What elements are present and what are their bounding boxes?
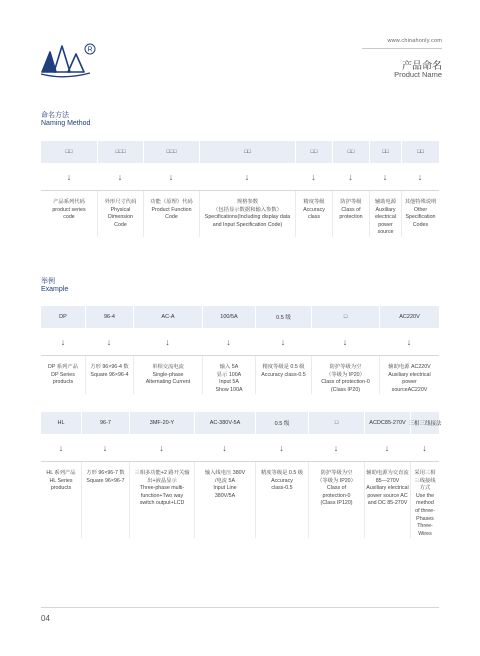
naming-method-heading-cn: 命名方法	[41, 112, 69, 119]
example-description: 单相交流电流 Single-phase Alternating Current	[133, 356, 202, 394]
example-code: 三相三线接法	[410, 412, 439, 434]
down-arrow-icon: ↓	[129, 434, 194, 462]
example-description: DP 系列产品 DP Series products	[48, 364, 78, 386]
down-arrow-icon: ↓	[255, 434, 308, 462]
down-arrow-icon: ↓	[81, 434, 129, 462]
example-description: 辅助电源 AC220V Auxiliary electrical power sourceAC220V	[379, 356, 439, 394]
brand-logo	[40, 40, 96, 80]
example-code: ACDC85-270V	[364, 412, 410, 434]
page-title: 产品命名	[402, 61, 442, 72]
example-description: 辅助电源为交直流 85—270V Auxiliary electrical power source AC and DC 85-270V	[364, 462, 410, 538]
down-arrow-icon: ↓	[369, 163, 401, 191]
down-arrow-icon: ↓	[364, 434, 410, 462]
example-table-1	[41, 306, 439, 394]
code-placeholder: □□	[295, 141, 332, 163]
example-description: 防护等级为空 （等级为 IP20） Class of protection-0 (Class IP20)	[311, 356, 379, 394]
example-description: HL 系列产品 HL Series products	[46, 470, 76, 492]
example-code: AC-380V-5A	[194, 412, 255, 434]
field-description: 规格参数 （包括显示数据和输入参数） Specifications(Including display data and Input Specification Code)	[199, 191, 295, 237]
example-description: 采用三相三线接线 方式 Use the method of three-Phases Three-Wires	[410, 462, 439, 538]
down-arrow-icon: ↓	[410, 434, 439, 462]
field-description: 精度等级 Accuracy class	[295, 191, 332, 237]
field-description: 外形尺寸代码 Physical Dimension Code	[97, 191, 143, 237]
example-heading-cn: 举例	[41, 278, 55, 285]
example-code: 3MF-20-Y	[129, 412, 194, 434]
svg-text:R: R	[87, 46, 93, 54]
down-arrow-icon: ↓	[255, 328, 311, 356]
down-arrow-icon: ↓	[41, 163, 97, 191]
code-placeholder: □□	[369, 141, 401, 163]
example-description: 方形 96×96-4 数 Square 96×96-4	[85, 356, 133, 394]
example-code: HL	[41, 412, 81, 434]
field-description: 辅助电源 Auxiliary electrical power source	[369, 191, 401, 237]
field-description: 功能（原理）代码 Product Function Code	[143, 191, 199, 237]
code-placeholder: □□□	[143, 141, 199, 163]
example-code: 0.5 级	[255, 306, 311, 328]
down-arrow-icon: ↓	[199, 163, 295, 191]
example-code: 96-4	[85, 306, 133, 328]
website-url: www.chinahonly.com	[387, 38, 442, 44]
down-arrow-icon: ↓	[85, 328, 133, 356]
code-placeholder: □□	[401, 141, 439, 163]
down-arrow-icon: ↓	[311, 328, 379, 356]
example-code: 96-7	[81, 412, 129, 434]
down-arrow-icon: ↓	[41, 328, 85, 356]
example-code: AC220V	[379, 306, 439, 328]
down-arrow-icon: ↓	[295, 163, 332, 191]
example-table-2	[41, 412, 442, 538]
naming-method-heading-en: Naming Method	[41, 120, 91, 127]
code-placeholder: □□	[199, 141, 295, 163]
down-arrow-icon: ↓	[41, 434, 81, 462]
example-description: 输入线电压 380V /电流 5A Input Line 380V/5A	[194, 462, 255, 538]
footer-divider	[41, 607, 439, 608]
naming-method-table	[41, 141, 439, 237]
down-arrow-icon: ↓	[202, 328, 255, 356]
example-code: 0.5 级	[255, 412, 308, 434]
code-placeholder: □□	[41, 141, 97, 163]
down-arrow-icon: ↓	[379, 328, 439, 356]
example-code: □	[308, 412, 364, 434]
down-arrow-icon: ↓	[401, 163, 439, 191]
field-description: 其他特殊说明 Other Specification Codes	[401, 191, 439, 237]
example-description: 方形 96×96-7 数 Square 96×96-7	[81, 462, 129, 538]
example-heading-en: Example	[41, 286, 69, 293]
down-arrow-icon: ↓	[308, 434, 364, 462]
page-subtitle: Product Name	[394, 70, 442, 79]
down-arrow-icon: ↓	[97, 163, 143, 191]
example-description: 三相多功能+2 路开关输 出+液晶显示 Three-phase multi- function+Two way switch output+LCD	[129, 462, 194, 538]
header-divider	[362, 48, 442, 49]
example-description: 精度等级是 0.5 级 Accuracy class-0.5	[255, 356, 311, 394]
field-description: 产品系列代码 product series code	[52, 199, 86, 221]
page-number: 04	[41, 614, 50, 623]
example-code: 100/5A	[202, 306, 255, 328]
example-description: 输入 5A 显示 100A Input 5A Show 100A	[202, 356, 255, 394]
code-placeholder: □□□	[97, 141, 143, 163]
down-arrow-icon: ↓	[194, 434, 255, 462]
example-code: AC-A	[133, 306, 202, 328]
example-description: 精度等级是 0.5 级 Accuracy class-0.5	[255, 462, 308, 538]
code-placeholder: □□	[332, 141, 369, 163]
field-description: 防护等级 Class of protection	[332, 191, 369, 237]
down-arrow-icon: ↓	[143, 163, 199, 191]
example-code: □	[311, 306, 379, 328]
down-arrow-icon: ↓	[133, 328, 202, 356]
example-code: DP	[41, 306, 85, 328]
down-arrow-icon: ↓	[332, 163, 369, 191]
example-description: 防护等级为空 （等级为 IP20） Class of protection-0 (Class IP120)	[308, 462, 364, 538]
